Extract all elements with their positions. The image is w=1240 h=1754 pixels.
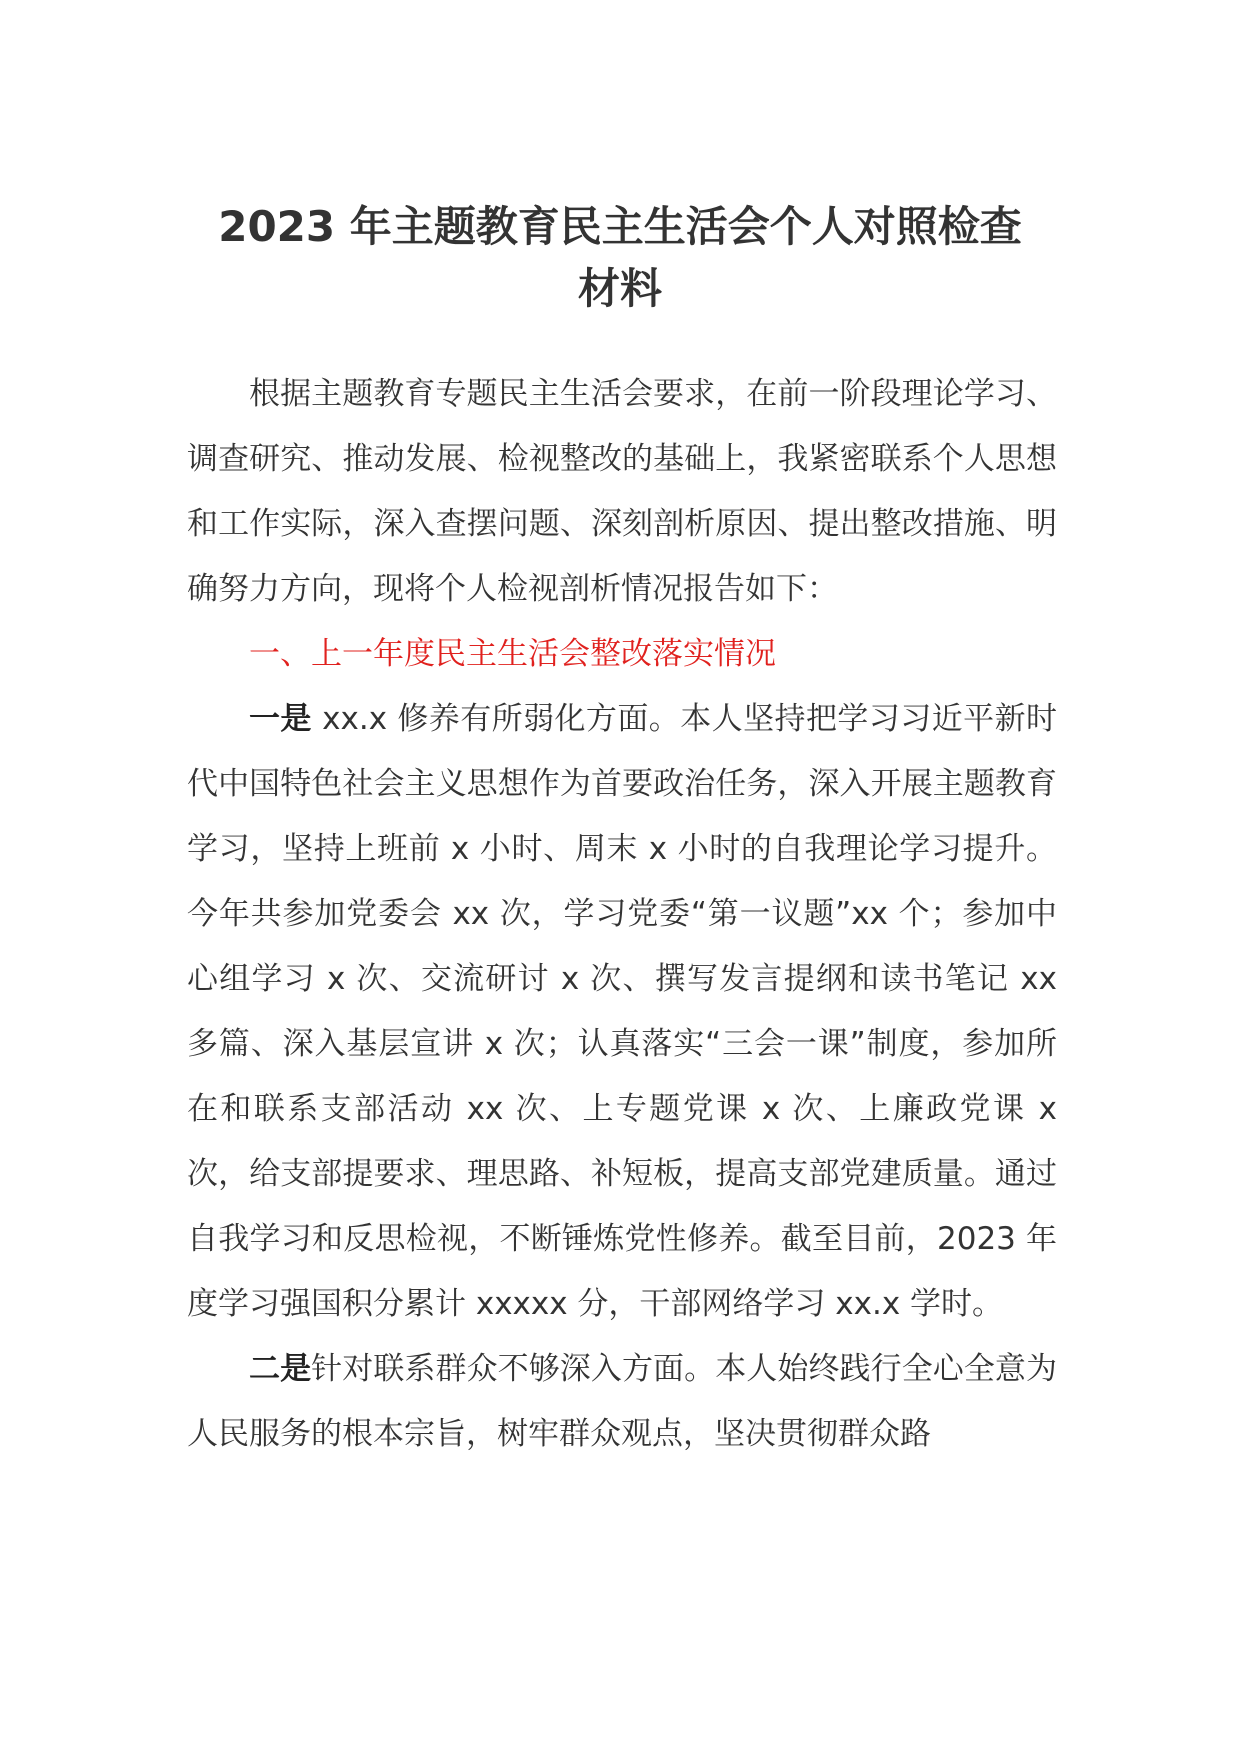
section-heading: 一、上一年度民主生活会整改落实情况	[249, 636, 776, 672]
document-body	[187, 362, 1057, 1467]
item-1-text: xx.x 修养有所弱化方面。本人坚持把学习习近平新时代中国特色社会主义思想作为首要政治任务，深入开展主题教育学习，坚持上班前 x 小时、周末 x 小时的自我理论学习提升。今年共参加党委会 xx 次，学习党委“第一议题”xx 个；参加中心组学习 x 次、交流研讨 x 次、撰写发言提纲和读书笔记 xx 多篇、深入基层宣讲 x 次；认真落实“三会一课”制度，参加所在和联系支部活动 xx 次、上专题党课 x 次、上廉政党课 x 次，给支部提要求、理思路、补短板，提高支部党建质量。通过自我学习和反思检视，不断锤炼党性修养。截至目前，2023 年度学习强国积分累计 xxxxx 分，干部网络学习 xx.x 学时。	[187, 701, 1057, 1322]
title-line-2: 材料	[577, 264, 662, 313]
item-1-paragraph	[187, 687, 1057, 1337]
item-2-paragraph	[187, 1337, 1057, 1467]
item-2-lead: 二是	[249, 1351, 312, 1387]
item-2-text: 针对联系群众不够深入方面。本人始终践行全心全意为人民服务的根本宗旨，树牢群众观点，坚决贯彻群众路	[187, 1351, 1058, 1452]
item-1-lead: 一是	[249, 701, 312, 737]
title-line-1: 2023 年主题教育民主生活会个人对照检查	[218, 202, 1022, 251]
document-title	[150, 196, 1090, 320]
intro-paragraph: 根据主题教育专题民主生活会要求，在前一阶段理论学习、调查研究、推动发展、检视整改的基础上，我紧密联系个人思想和工作实际，深入查摆问题、深刻剖析原因、提出整改措施、明确努力方向，现将个人检视剖析情况报告如下：	[187, 376, 1057, 607]
